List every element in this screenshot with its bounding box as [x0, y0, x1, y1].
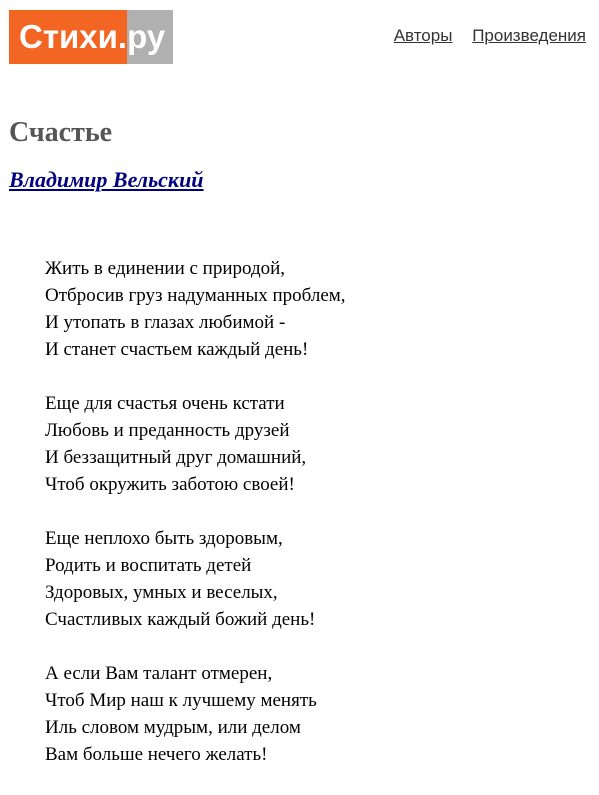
- logo-text-main: Стихи: [9, 10, 118, 64]
- poem-line: Жить в единении с природой,: [45, 258, 286, 279]
- stanza: [45, 255, 346, 363]
- main-nav: [379, 26, 586, 46]
- poem-text: [45, 255, 346, 795]
- site-logo[interactable]: [9, 10, 173, 64]
- poem-line: Чтоб окружить заботою своей!: [45, 474, 295, 495]
- author-link[interactable]: Владимир Вельский: [9, 167, 204, 192]
- poem-line: Еще неплохо быть здоровым,: [45, 528, 283, 549]
- poem-line: Родить и воспитать детей: [45, 555, 252, 576]
- stanza: [45, 660, 346, 768]
- nav-link-authors[interactable]: Авторы: [393, 26, 453, 45]
- logo-text-ru: ру: [127, 10, 173, 64]
- stanza: [45, 525, 346, 633]
- logo-text-dot: .: [118, 10, 127, 64]
- poem-line: А если Вам талант отмерен,: [45, 663, 273, 684]
- poem-line: Иль словом мудрым, или делом: [45, 717, 301, 738]
- poem-line: Чтоб Мир наш к лучшему менять: [45, 690, 317, 711]
- poem-line: Здоровых, умных и веселых,: [45, 582, 278, 603]
- poem-line: Отбросив груз надуманных проблем,: [45, 285, 346, 306]
- poem-line: Счастливых каждый божий день!: [45, 609, 316, 630]
- poem-line: И станет счастьем каждый день!: [45, 339, 309, 360]
- site-header: [0, 0, 599, 80]
- poem-line: И беззащитный друг домашний,: [45, 447, 307, 468]
- poem-title: Счастье: [9, 117, 113, 148]
- nav-link-works[interactable]: Произведения: [472, 26, 586, 45]
- poem-line: Еще для счастья очень кстати: [45, 393, 285, 414]
- poem-line: И утопать в глазах любимой -: [45, 312, 286, 333]
- stanza: [45, 390, 346, 498]
- poem-line: Вам больше нечего желать!: [45, 744, 268, 765]
- poem-line: Любовь и преданность друзей: [45, 420, 290, 441]
